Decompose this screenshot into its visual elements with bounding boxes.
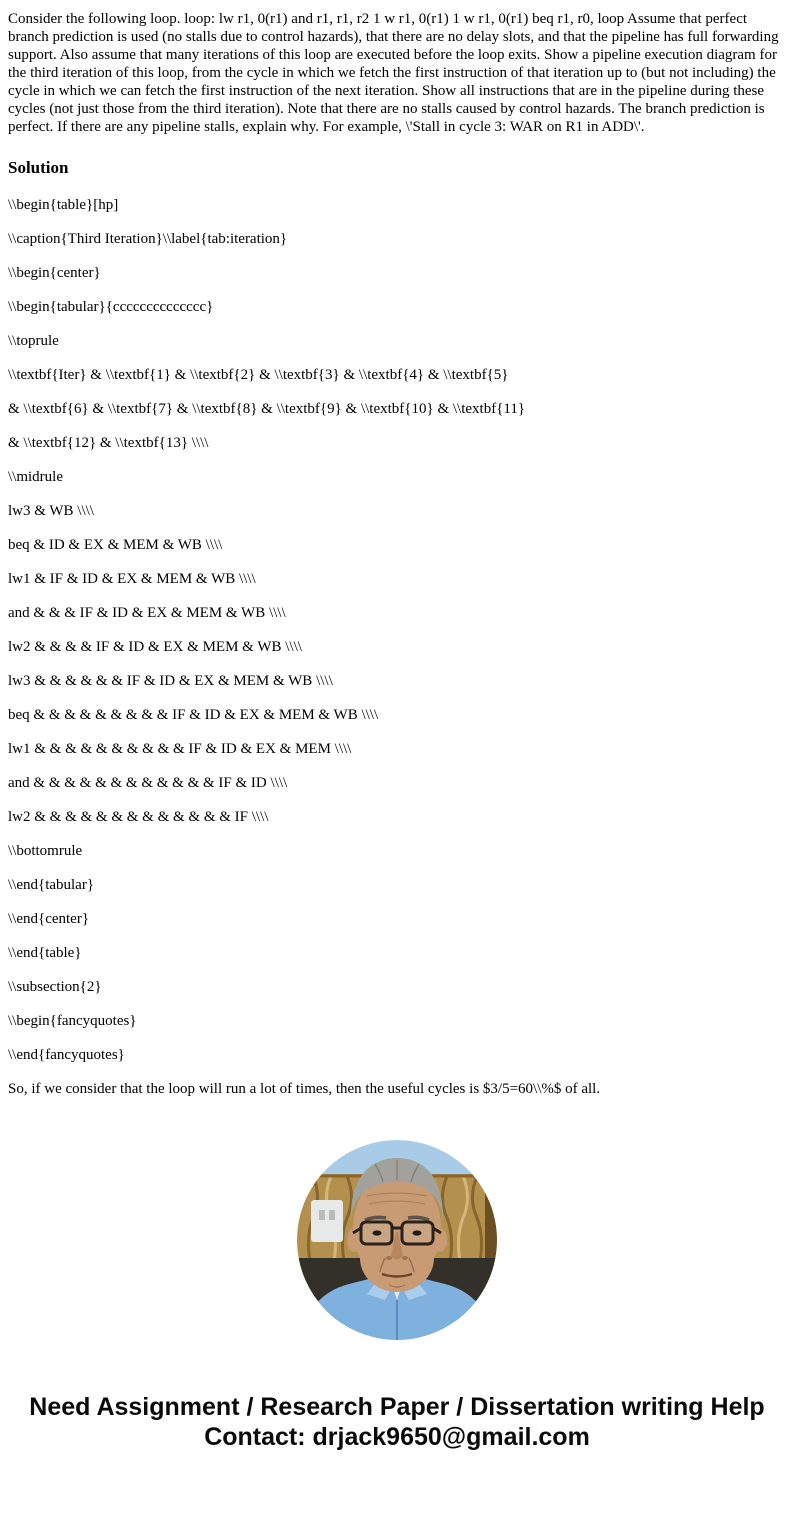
latex-source-line: lw3 & & & & & & IF & ID & EX & MEM & WB \\\\ bbox=[8, 673, 333, 690]
footer-heading: Need Assignment / Research Paper / Dissertation writing Help bbox=[29, 1393, 765, 1422]
latex-source-line: and & & & IF & ID & EX & MEM & WB \\\\ bbox=[8, 605, 286, 622]
latex-source-line: \\begin{table}[hp] bbox=[8, 197, 119, 214]
latex-source-line: \\textbf{Iter} & \\textbf{1} & \\textbf{2} & \\textbf{3} & \\textbf{4} & \\textbf{5} bbox=[8, 367, 509, 384]
latex-source-line: \\end{fancyquotes} bbox=[8, 1047, 125, 1064]
latex-source-line: \\begin{fancyquotes} bbox=[8, 1013, 137, 1030]
latex-source-line: and & & & & & & & & & & & & IF & ID \\\\ bbox=[8, 775, 288, 792]
latex-source-line: \\end{tabular} bbox=[8, 877, 95, 894]
conclusion-text: So, if we consider that the loop will run a lot of times, then the useful cycles is $3/5=60\\%$ of all. bbox=[8, 1081, 601, 1098]
footer-banner bbox=[17, 1392, 777, 1452]
avatar-eye-right bbox=[413, 1231, 422, 1236]
footer-contact-email: Contact: drjack9650@gmail.com bbox=[204, 1423, 590, 1452]
latex-source-line: lw3 & WB \\\\ bbox=[8, 503, 94, 520]
latex-source-line: lw2 & & & & & & & & & & & & & IF \\\\ bbox=[8, 809, 269, 826]
avatar-eye-left bbox=[373, 1231, 382, 1236]
avatar-photo bbox=[297, 1140, 497, 1340]
latex-source-line: \\begin{tabular}{cccccccccccccc} bbox=[8, 299, 214, 316]
latex-source-line: \\end{table} bbox=[8, 945, 82, 962]
problem-statement: Consider the following loop. loop: lw r1, 0(r1) and r1, r1, r2 1 w r1, 0(r1) 1 w r1, 0(r1) beq r1, r0, loop Assume that perfect branch prediction is used (no stalls due to control hazards), that there are no delay slots, and that the pipeline has full forwarding support. Also assume that many iterations of this loop are executed before the loop exits. Show a pipeline execution diagram for the third iteration of this loop, from the cycle in which we fetch the first instruction of that iteration up to (but not including) the cycle in which we can fetch the first instruction of the next iteration. Show all instructions that are in the pipeline during these cycles (not just those from the third iteration). Note that there are no stalls caused by control hazards. The branch prediction is perfect. If there are any pipeline stalls, explain why. For example, \'Stall in cycle 3: WAR on R1 in ADD\'. bbox=[8, 11, 779, 135]
instructor-avatar bbox=[297, 1140, 497, 1340]
latex-source-line: beq & & & & & & & & & IF & ID & EX & MEM & WB \\\\ bbox=[8, 707, 379, 724]
solution-heading: Solution bbox=[8, 158, 69, 177]
latex-source-line: & \\textbf{6} & \\textbf{7} & \\textbf{8} & \\textbf{9} & \\textbf{10} & \\textbf{11} bbox=[8, 401, 526, 418]
latex-source-line: \\bottomrule bbox=[8, 843, 83, 860]
latex-source-line: \\end{center} bbox=[8, 911, 90, 928]
avatar-wall-outlet bbox=[311, 1200, 343, 1242]
latex-source-line: \\caption{Third Iteration}\\label{tab:iteration} bbox=[8, 231, 288, 248]
latex-source-line: lw1 & & & & & & & & & & IF & ID & EX & MEM \\\\ bbox=[8, 741, 352, 758]
latex-source-line: \\midrule bbox=[8, 469, 63, 486]
latex-source-line: \\subsection{2} bbox=[8, 979, 102, 996]
latex-source-line: & \\textbf{12} & \\textbf{13} \\\\ bbox=[8, 435, 209, 452]
latex-source-line: lw2 & & & & IF & ID & EX & MEM & WB \\\\ bbox=[8, 639, 302, 656]
latex-source-line: beq & ID & EX & MEM & WB \\\\ bbox=[8, 537, 223, 554]
latex-source-line: lw1 & IF & ID & EX & MEM & WB \\\\ bbox=[8, 571, 256, 588]
latex-source-line: \\begin{center} bbox=[8, 265, 101, 282]
latex-source-line: \\toprule bbox=[8, 333, 59, 350]
